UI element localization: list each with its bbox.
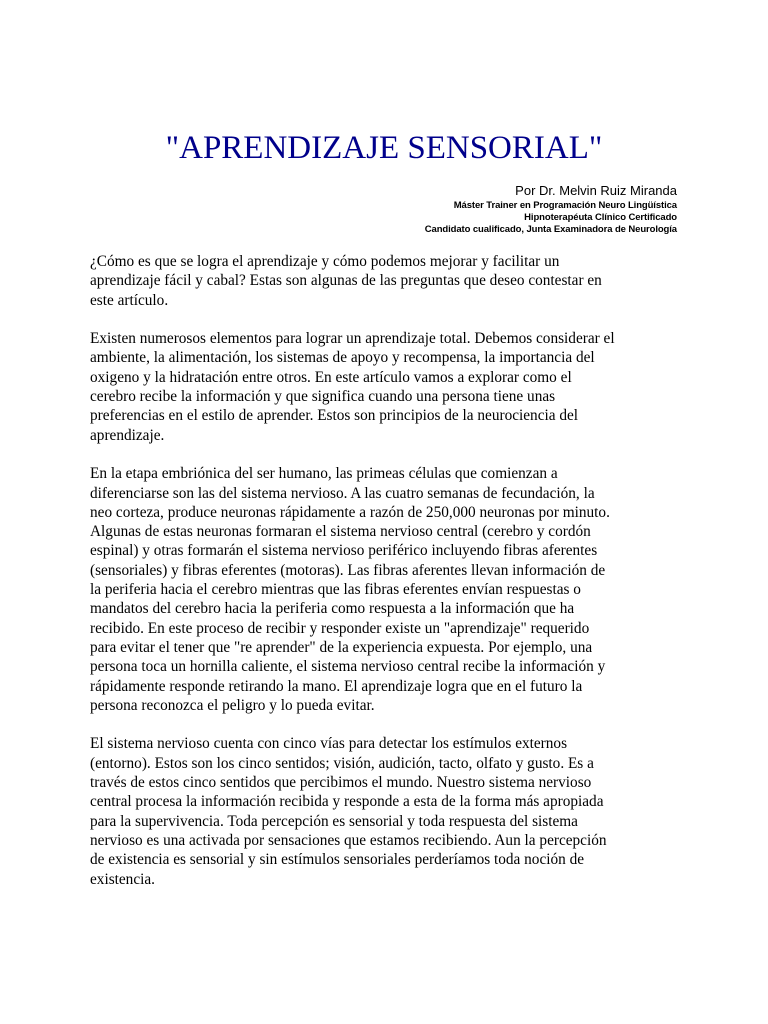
- author-name: Por Dr. Melvin Ruiz Miranda: [515, 183, 677, 198]
- paragraph-embryonic: En la etapa embriónica del ser humano, las primeas células que comienzan a diferenciarse son las del sistema nervioso. A las cuatro semanas de fecundación, la neo corteza, produce neuronas rápidamente a razón de 250,000 neuronas por minuto. Algunas de estas neuronas formaran el sistema nervioso central (cerebro y cordón espinal) y otras formarán el sistema nervioso periférico incluyendo fibras aferentes (sensoriales) y fibras eferentes (motoras). Las fibras aferentes llevan información de la periferia hacia el cerebro mientras que las fibras eferentes envían respuestas o mandatos del cerebro hacia la periferia como respuesta a la información que ha recibido. En este proceso de recibir y responder existe un "aprendizaje" requerido para evitar el tener que "re aprender" de la experiencia expuesta. Por ejemplo, una persona toca un hornilla caliente, el sistema nervioso central recibe la información y rápidamente responde retirando la mano. El aprendizaje logra que en el futuro la persona reconozca el peligro y lo pueda evitar.: [90, 465, 610, 714]
- paragraph-elements: Existen numerosos elementos para lograr un aprendizaje total. Debemos considerar el ambiente, la alimentación, los sistemas de apoyo y recompensa, la importancia del oxigeno y la hidratación entre otros. En este artículo vamos a explorar como el cerebro recibe la información y que significa cuando una persona tiene unas preferencias en el estilo de aprender. Estos son principios de la neurociencia del aprendizaje.: [90, 330, 615, 444]
- paragraph-senses: El sistema nervioso cuenta con cinco vías para detectar los estímulos externos (entorno). Estos son los cinco sentidos; visión, audición, tacto, olfato y gusto. Es a través de estos cinco sentidos que percibimos el mundo. Nuestro sistema nervioso central procesa la información recibida y responde a esta de la forma más apropiada para la supervivencia. Toda percepción es sensorial y toda respuesta del sistema nervioso es una activada por sensaciones que estamos recibiendo. Aun la percepción de existencia es sensorial y sin estímulos sensoriales perderíamos toda noción de existencia.: [90, 735, 607, 888]
- paragraph-intro: ¿Cómo es que se logra el aprendizaje y cómo podemos mejorar y facilitar un aprendizaje fácil y cabal? Estas son algunas de las preguntas que deseo contestar en este artículo.: [90, 253, 602, 309]
- author-credential: Candidato cualificado, Junta Examinadora de Neurología: [424, 224, 677, 235]
- article-body: [90, 252, 690, 908]
- document-title: "APRENDIZAJE SENSORIAL": [165, 130, 603, 166]
- author-block: [425, 182, 677, 236]
- author-credential: Máster Trainer en Programación Neuro Lingüística: [453, 200, 677, 211]
- author-credential: Hipnoterapéuta Clínico Certificado: [524, 212, 677, 223]
